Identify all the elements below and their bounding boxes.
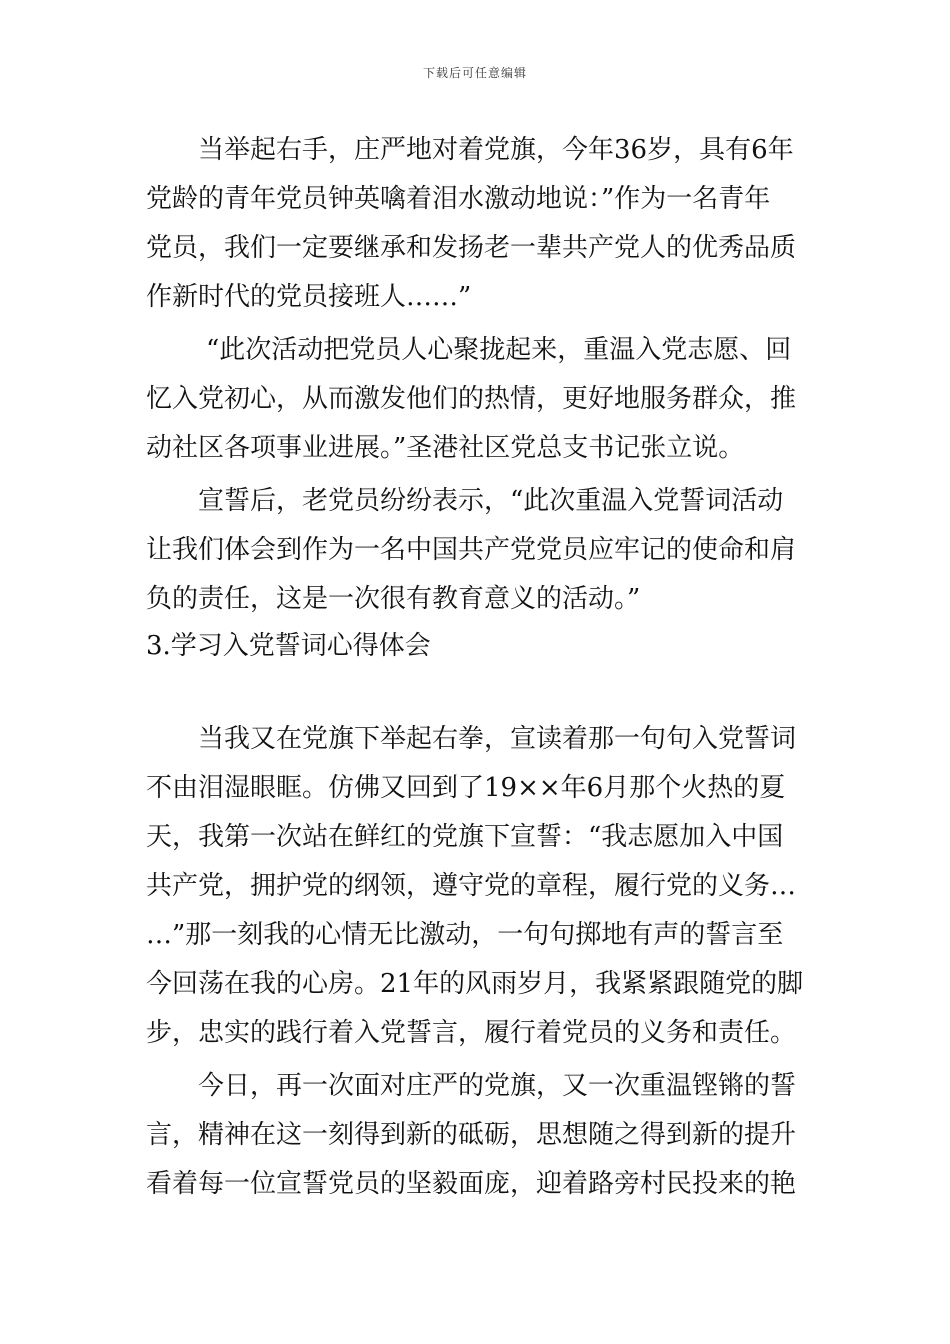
text-line: 党员，我们一定要继承和发扬老一辈共产党人的优秀品质 [146,233,797,263]
text-line: 动社区各项事业进展。”圣港社区党总支书记张立说。 [146,433,745,463]
text-line: 天，我第一次站在鲜红的党旗下宣誓：“我志愿加入中国 [146,822,784,852]
text-line: 今日，再一次面对庄严的党旗，又一次重温铿锵的誓 [198,1071,797,1101]
text-line: 今回荡在我的心房。21年的风雨岁月，我紧紧跟随党的脚 [146,969,804,999]
text-line: 当举起右手，庄严地对着党旗，今年36岁，具有6年 [198,135,794,165]
text-line: 共产党，拥护党的纲领，遵守党的章程，履行党的义务… [146,871,797,901]
paragraph [146,477,811,624]
text-line: 当我又在党旗下举起右拳，宣读着那一句句入党誓词 [198,724,797,754]
text-line: 党龄的青年党员钟英噙着泪水激动地说：”作为一名青年 [146,184,771,214]
text-line: 让我们体会到作为一名中国共产党党员应牢记的使命和肩 [146,535,797,565]
text-line: 忆入党初心，从而激发他们的热情，更好地服务群众，推 [146,384,797,414]
paragraph [146,715,811,1058]
text-line: 作新时代的党员接班人……” [146,282,472,312]
text-line: 宣誓后，老党员纷纷表示，“此次重温入党誓词活动 [198,486,784,516]
text-line: 负的责任，这是一次很有教育意义的活动。” [146,584,641,614]
paragraph [146,126,811,322]
text-line: 看着每一位宣誓党员的坚毅面庞，迎着路旁村民投来的艳 [146,1169,797,1199]
text-line: 不由泪湿眼眶。仿佛又回到了19××年6月那个火热的夏 [146,773,786,803]
paragraph [146,1062,811,1209]
text-line: …”那一刻我的心情无比激动，一句句掷地有声的誓言至 [146,920,784,950]
text-line: 步，忠实的践行着入党誓言，履行着党员的义务和责任。 [146,1018,797,1048]
text-line: 言，精神在这一刻得到新的砥砺，思想随之得到新的提升 [146,1120,797,1150]
document-body [146,126,811,1209]
text-line: “此次活动把党员人心聚拢起来，重温入党志愿、回 [206,335,792,365]
section-heading: 3.学习入党誓词心得体会 [146,631,431,661]
blank-line [146,671,811,720]
page-header: 下载后可任意编辑 [422,66,527,80]
paragraph [146,326,811,473]
